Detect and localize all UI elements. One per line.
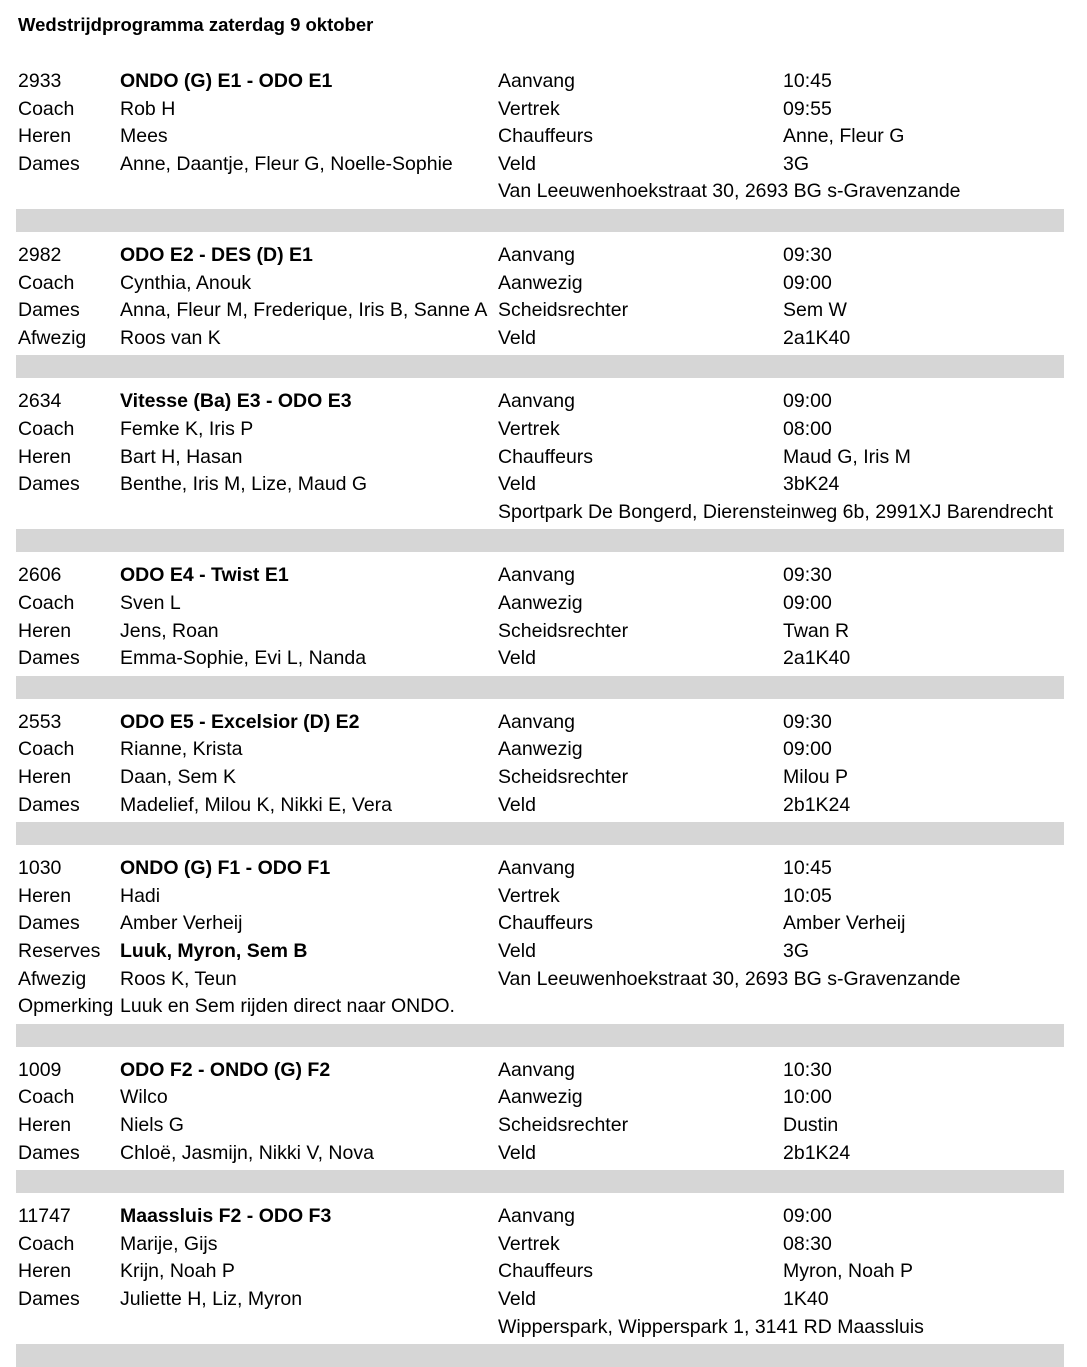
row-label: Coach [18, 1232, 75, 1255]
row-detail: 09:55 [783, 97, 832, 120]
table-row [0, 1231, 1087, 1257]
row-label: Dames [18, 152, 80, 175]
row-detail: 2b1K24 [783, 1141, 851, 1164]
match-number: 1009 [18, 1058, 62, 1081]
row-detail: 08:30 [783, 1232, 832, 1255]
row-value: Femke K, Iris P [120, 418, 254, 440]
row-label: Heren [18, 445, 72, 468]
row-key: Veld [498, 940, 536, 962]
row-detail: 10:00 [783, 1086, 832, 1109]
row-value: Sven L [120, 592, 181, 614]
table-row [0, 938, 1087, 964]
start-time: 09:30 [783, 710, 832, 733]
row-label: Coach [18, 592, 75, 614]
row-key: Vertrek [498, 884, 560, 907]
section-divider [16, 529, 1064, 552]
start-label: Aanvang [498, 564, 575, 587]
row-key: Scheidsrechter [498, 619, 629, 642]
table-row [0, 709, 1087, 735]
row-key: Wipperspark, Wipperspark 1, 3141 RD Maassluis [498, 1315, 924, 1338]
row-detail: 09:00 [783, 592, 832, 614]
row-value: Rob H [120, 97, 176, 120]
row-detail: 3bK24 [783, 473, 840, 496]
start-time: 10:30 [783, 1058, 832, 1081]
row-detail: 09:00 [783, 738, 832, 761]
start-label: Aanvang [498, 1205, 575, 1228]
table-row [0, 388, 1087, 414]
table-row [0, 1258, 1087, 1284]
match-number: 2982 [18, 244, 62, 266]
section-divider [16, 676, 1064, 699]
table-row [0, 1112, 1087, 1138]
row-key: Veld [498, 1288, 536, 1310]
table-row [0, 96, 1087, 122]
table-row [0, 68, 1087, 94]
row-label: Coach [18, 271, 75, 294]
row-detail: 09:00 [783, 271, 832, 294]
row-key: Aanwezig [498, 271, 583, 294]
start-label: Aanvang [498, 857, 575, 880]
section-divider [16, 1344, 1064, 1367]
section-divider [16, 1170, 1064, 1193]
row-label: Heren [18, 884, 72, 907]
start-label: Aanvang [498, 390, 575, 413]
row-detail: 10:05 [783, 884, 832, 907]
start-time: 09:30 [783, 244, 832, 266]
row-value: Daan, Sem K [120, 766, 236, 788]
table-row [0, 618, 1087, 644]
row-value: Cynthia, Anouk [120, 271, 252, 294]
section-divider [16, 209, 1064, 232]
match-number: 11747 [18, 1205, 71, 1228]
row-value: Rianne, Krista [120, 738, 243, 761]
match-number: 1030 [18, 857, 62, 880]
table-row [0, 499, 1087, 525]
row-label: Dames [18, 1141, 80, 1164]
row-label: Dames [18, 793, 80, 816]
row-key: Van Leeuwenhoekstraat 30, 2693 BG s-Gravenzande [498, 180, 961, 203]
row-detail: Dustin [783, 1114, 839, 1136]
start-time: 09:00 [783, 1205, 832, 1228]
row-label: Coach [18, 97, 75, 120]
row-value: Hadi [120, 884, 161, 907]
row-label: Heren [18, 125, 72, 148]
row-key: Vertrek [498, 1232, 560, 1255]
row-value: Mees [120, 125, 168, 148]
match-title: ODO E2 - DES (D) E1 [120, 244, 313, 266]
match-title: Maassluis F2 - ODO F3 [120, 1205, 332, 1228]
table-row [0, 736, 1087, 762]
start-label: Aanvang [498, 244, 575, 266]
row-detail: 3G [783, 940, 810, 962]
match-number: 2933 [18, 70, 62, 92]
start-label: Aanvang [498, 70, 575, 92]
row-value: Luuk en Sem rijden direct naar ONDO. [120, 995, 455, 1018]
row-key: Scheidsrechter [498, 766, 629, 788]
row-value: Bart H, Hasan [120, 445, 243, 468]
row-key: Veld [498, 647, 536, 670]
row-value: Amber Verheij [120, 912, 243, 935]
table-row [0, 764, 1087, 790]
row-detail: 3G [783, 152, 810, 175]
start-time: 09:30 [783, 564, 832, 587]
match-title: Vitesse (Ba) E3 - ODO E3 [120, 390, 352, 413]
row-value: Krijn, Noah P [120, 1260, 235, 1283]
row-key: Vertrek [498, 97, 560, 120]
table-row [0, 444, 1087, 470]
match-title: ODO E5 - Excelsior (D) E2 [120, 710, 360, 733]
table-row [0, 242, 1087, 268]
row-key: Sportpark De Bongerd, Dierensteinweg 6b, 2991XJ Barendrecht [498, 500, 1053, 523]
row-value: Madelief, Milou K, Nikki E, Vera [120, 793, 393, 816]
row-value: Roos van K [120, 326, 221, 349]
row-label: Heren [18, 1114, 72, 1136]
row-value: Jens, Roan [120, 619, 219, 642]
row-detail: Myron, Noah P [783, 1260, 914, 1283]
row-label: Heren [18, 619, 72, 642]
match-title: ODO F2 - ONDO (G) F2 [120, 1058, 331, 1081]
row-detail: Twan R [783, 619, 850, 642]
row-key: Chauffeurs [498, 445, 594, 468]
row-value: Luuk, Myron, Sem B [120, 940, 308, 962]
row-detail: Milou P [783, 766, 849, 788]
row-detail: 2a1K40 [783, 326, 851, 349]
start-time: 09:00 [783, 390, 832, 413]
section-divider [16, 822, 1064, 845]
row-label: Dames [18, 647, 80, 670]
row-key: Veld [498, 473, 536, 496]
table-row [0, 270, 1087, 296]
row-value: Wilco [120, 1086, 168, 1109]
row-value: Emma-Sophie, Evi L, Nanda [120, 647, 367, 670]
table-row [0, 123, 1087, 149]
match-number: 2553 [18, 710, 62, 733]
table-row [0, 562, 1087, 588]
row-value: Benthe, Iris M, Lize, Maud G [120, 473, 368, 496]
row-label: Coach [18, 418, 75, 440]
row-key: Aanwezig [498, 738, 583, 761]
match-number: 2634 [18, 390, 62, 413]
row-detail: Anne, Fleur G [783, 125, 905, 148]
row-value: Juliette H, Liz, Myron [120, 1288, 303, 1310]
table-row [0, 325, 1087, 351]
row-detail: 2a1K40 [783, 647, 851, 670]
table-row [0, 297, 1087, 323]
row-key: Vertrek [498, 418, 560, 440]
row-label: Afwezig [18, 326, 87, 349]
row-label: Afwezig [18, 967, 87, 990]
start-time: 10:45 [783, 857, 832, 880]
table-row [0, 645, 1087, 671]
row-key: Chauffeurs [498, 912, 594, 935]
page-title: Wedstrijdprogramma zaterdag 9 oktober [18, 14, 374, 35]
row-key: Chauffeurs [498, 1260, 594, 1283]
section-divider [16, 355, 1064, 378]
table-row [0, 792, 1087, 818]
match-title: ONDO (G) E1 - ODO E1 [120, 70, 333, 92]
row-key: Veld [498, 793, 536, 816]
start-label: Aanvang [498, 710, 575, 733]
table-row [0, 1314, 1087, 1340]
table-row [0, 1084, 1087, 1110]
table-row [0, 1203, 1087, 1229]
row-label: Heren [18, 1260, 72, 1283]
table-row [0, 178, 1087, 204]
row-label: Coach [18, 738, 75, 761]
table-row [0, 883, 1087, 909]
row-key: Aanwezig [498, 592, 583, 614]
table-row [0, 471, 1087, 497]
row-detail: Maud G, Iris M [783, 445, 911, 468]
row-key: Van Leeuwenhoekstraat 30, 2693 BG s-Gravenzande [498, 967, 961, 990]
row-value: Anna, Fleur M, Frederique, Iris B, Sanne A [120, 299, 488, 322]
section-divider [16, 1024, 1064, 1047]
row-label: Coach [18, 1086, 75, 1109]
match-title: ONDO (G) F1 - ODO F1 [120, 857, 331, 880]
row-label: Dames [18, 473, 80, 496]
row-value: Marije, Gijs [120, 1232, 218, 1255]
start-time: 10:45 [783, 70, 832, 92]
row-label: Opmerking [18, 995, 114, 1018]
row-key: Chauffeurs [498, 125, 594, 148]
row-detail: 08:00 [783, 418, 832, 440]
row-label: Dames [18, 912, 80, 935]
table-row [0, 1057, 1087, 1083]
table-row [0, 910, 1087, 936]
row-label: Heren [18, 766, 72, 788]
row-key: Veld [498, 326, 536, 349]
row-key: Scheidsrechter [498, 299, 629, 322]
row-detail: Sem W [783, 299, 847, 322]
table-row [0, 1140, 1087, 1166]
match-number: 2606 [18, 564, 62, 587]
table-row [0, 993, 1087, 1019]
row-value: Roos K, Teun [120, 967, 237, 990]
row-detail: 2b1K24 [783, 793, 851, 816]
row-value: Niels G [120, 1114, 184, 1136]
match-title: ODO E4 - Twist E1 [120, 564, 289, 587]
row-label: Dames [18, 1288, 80, 1310]
row-value: Anne, Daantje, Fleur G, Noelle-Sophie [120, 152, 453, 175]
row-label: Reserves [18, 940, 101, 962]
row-key: Veld [498, 1141, 536, 1164]
row-label: Dames [18, 299, 80, 322]
row-key: Aanwezig [498, 1086, 583, 1109]
row-key: Scheidsrechter [498, 1114, 629, 1136]
row-key: Veld [498, 152, 536, 175]
row-value: Chloë, Jasmijn, Nikki V, Nova [120, 1141, 374, 1164]
table-row [0, 590, 1087, 616]
table-row [0, 1286, 1087, 1312]
row-detail: Amber Verheij [783, 912, 906, 935]
start-label: Aanvang [498, 1058, 575, 1081]
table-row [0, 416, 1087, 442]
table-row [0, 855, 1087, 881]
table-row [0, 966, 1087, 992]
table-row [0, 151, 1087, 177]
row-detail: 1K40 [783, 1288, 829, 1310]
